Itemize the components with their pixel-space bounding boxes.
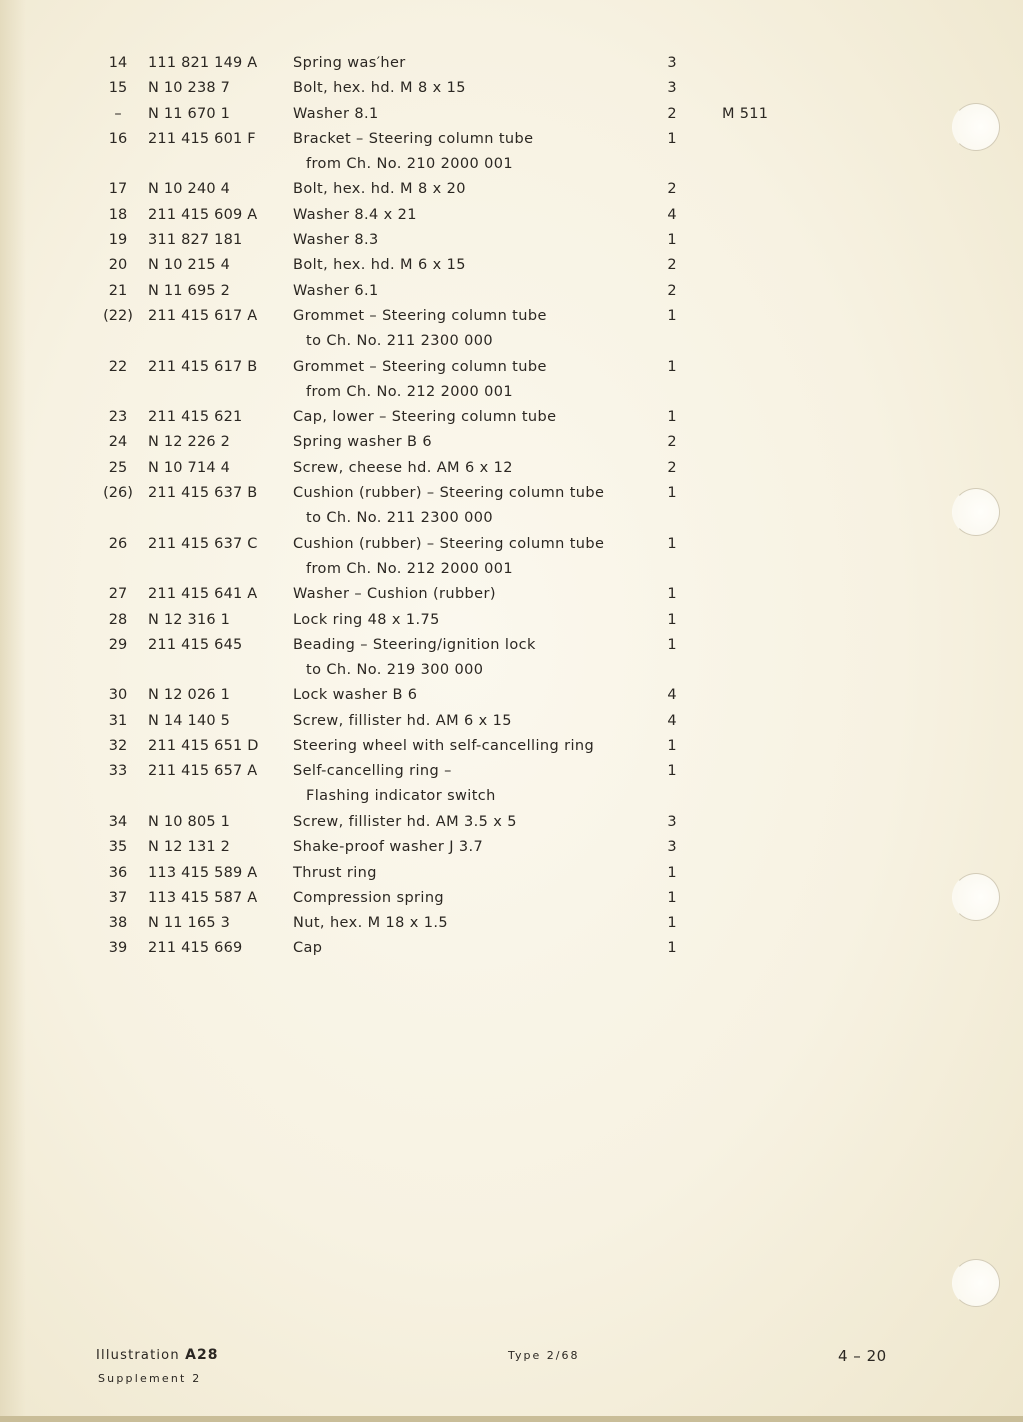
quantity: 1 <box>667 409 677 426</box>
table-row <box>0 52 1023 77</box>
table-row <box>0 356 1023 407</box>
illustration-label: Illustration <box>96 1348 180 1363</box>
quantity: 1 <box>667 130 677 147</box>
description: Steering wheel with self-cancelling ring <box>293 738 595 755</box>
table-row <box>0 710 1023 735</box>
description: Lock ring 48 x 1.75 <box>293 611 440 628</box>
description: Shake-proof washer J 3.7 <box>293 839 484 856</box>
description: Washer 8.4 x 21 <box>293 206 417 223</box>
description-note: from Ch. No. 212 2000 001 <box>306 560 514 577</box>
quantity: 2 <box>667 105 677 122</box>
quantity: 1 <box>667 358 677 375</box>
part-number: N 10 714 4 <box>148 459 231 476</box>
table-row <box>0 811 1023 836</box>
item-number: 28 <box>108 611 128 628</box>
item-number: 22 <box>108 358 128 375</box>
quantity: 1 <box>667 889 677 906</box>
description: Bolt, hex. hd. M 6 x 15 <box>293 257 466 274</box>
quantity: 3 <box>667 839 677 856</box>
item-number: 21 <box>108 282 128 299</box>
type-label: Type 2/68 <box>508 1349 580 1362</box>
table-row <box>0 684 1023 709</box>
item-number: 23 <box>108 409 128 426</box>
table-row <box>0 937 1023 962</box>
page-number: 4 – 20 <box>838 1347 887 1365</box>
illustration-ref <box>96 1347 218 1363</box>
item-number: 30 <box>108 687 128 704</box>
table-row <box>0 533 1023 584</box>
remark: M 511 <box>722 105 769 122</box>
part-number: 113 415 589 A <box>148 864 258 881</box>
part-number: N 14 140 5 <box>148 712 231 729</box>
quantity: 1 <box>667 864 677 881</box>
part-number: N 10 240 4 <box>148 181 231 198</box>
description: Washer – Cushion (rubber) <box>293 586 496 603</box>
quantity: 1 <box>667 915 677 932</box>
description: Cap, lower – Steering column tube <box>293 409 557 426</box>
description: Washer 8.1 <box>293 105 379 122</box>
item-number: 18 <box>108 206 128 223</box>
item-number: 31 <box>108 712 128 729</box>
table-row <box>0 406 1023 431</box>
part-number: N 12 226 2 <box>148 434 231 451</box>
description: Screw, fillister hd. AM 3.5 x 5 <box>293 813 517 830</box>
table-row <box>0 583 1023 608</box>
part-number: N 10 238 7 <box>148 80 231 97</box>
table-row <box>0 735 1023 760</box>
part-number: 211 415 645 <box>148 636 243 653</box>
quantity: 1 <box>667 940 677 957</box>
description-note: from Ch. No. 212 2000 001 <box>306 383 514 400</box>
item-number: 32 <box>108 738 128 755</box>
part-number: 211 415 617 B <box>148 358 258 375</box>
item-number: 35 <box>108 839 128 856</box>
quantity: 2 <box>667 257 677 274</box>
part-number: 211 415 669 <box>148 940 243 957</box>
description: Spring was′her <box>293 55 406 71</box>
table-row <box>0 457 1023 482</box>
item-number: 25 <box>108 459 128 476</box>
part-number: 211 415 609 A <box>148 206 258 223</box>
item-number: 17 <box>108 181 128 198</box>
table-row <box>0 836 1023 861</box>
item-number: 36 <box>108 864 128 881</box>
description: Spring washer B 6 <box>293 434 432 451</box>
description: Washer 8.3 <box>293 232 379 249</box>
description: Compression spring <box>293 889 445 906</box>
item-number: – <box>114 105 122 122</box>
table-row <box>0 862 1023 887</box>
illustration-code: A28 <box>185 1347 219 1363</box>
table-row <box>0 912 1023 937</box>
quantity: 3 <box>667 55 677 71</box>
table-row <box>0 204 1023 229</box>
description: Cap <box>293 940 323 957</box>
quantity: 2 <box>667 181 677 198</box>
description: Screw, cheese hd. AM 6 x 12 <box>293 459 513 476</box>
part-number: 211 415 641 A <box>148 586 258 603</box>
item-number: 34 <box>108 813 128 830</box>
part-number: N 10 215 4 <box>148 257 231 274</box>
item-number: 26 <box>108 535 128 552</box>
table-row <box>0 887 1023 912</box>
description-note: to Ch. No. 219 300 000 <box>306 661 484 678</box>
quantity: 1 <box>667 738 677 755</box>
description-note: to Ch. No. 211 2300 000 <box>306 332 494 349</box>
description: Bolt, hex. hd. M 8 x 15 <box>293 80 466 97</box>
part-number: 211 415 617 A <box>148 307 258 324</box>
item-number: 39 <box>108 940 128 957</box>
description: Cushion (rubber) – Steering column tube <box>293 535 605 552</box>
description: Grommet – Steering column tube <box>293 307 547 324</box>
description: Self-cancelling ring – <box>293 763 452 780</box>
quantity: 3 <box>667 813 677 830</box>
part-number: 211 415 637 B <box>148 485 258 502</box>
part-number: N 12 026 1 <box>148 687 231 704</box>
table-row <box>0 482 1023 533</box>
quantity: 1 <box>667 636 677 653</box>
quantity: 4 <box>667 206 677 223</box>
table-row <box>0 103 1023 128</box>
item-number: 16 <box>108 130 128 147</box>
quantity: 1 <box>667 535 677 552</box>
item-number: (26) <box>103 485 133 502</box>
quantity: 1 <box>667 586 677 603</box>
quantity: 4 <box>667 712 677 729</box>
part-number: 113 415 587 A <box>148 889 258 906</box>
item-number: (22) <box>103 307 133 324</box>
description: Nut, hex. M 18 x 1.5 <box>293 915 449 932</box>
table-row <box>0 634 1023 685</box>
description: Cushion (rubber) – Steering column tube <box>293 485 605 502</box>
part-number: 211 415 637 C <box>148 535 258 552</box>
description-note: to Ch. No. 211 2300 000 <box>306 510 494 527</box>
part-number: 311 827 181 <box>148 232 243 249</box>
item-number: 14 <box>108 55 128 71</box>
part-number: N 10 805 1 <box>148 813 231 830</box>
item-number: 27 <box>108 586 128 603</box>
description: Thrust ring <box>293 864 377 881</box>
description: Screw, fillister hd. AM 6 x 15 <box>293 712 512 729</box>
table-row <box>0 760 1023 811</box>
part-number: N 12 131 2 <box>148 839 231 856</box>
quantity: 1 <box>667 307 677 324</box>
item-number: 24 <box>108 434 128 451</box>
table-row <box>0 229 1023 254</box>
part-number: N 12 316 1 <box>148 611 231 628</box>
description: Bracket – Steering column tube <box>293 130 534 147</box>
table-row <box>0 305 1023 356</box>
quantity: 2 <box>667 434 677 451</box>
quantity: 2 <box>667 459 677 476</box>
quantity: 4 <box>667 687 677 704</box>
part-number: N 11 165 3 <box>148 915 231 932</box>
quantity: 1 <box>667 611 677 628</box>
page-bottom-edge <box>0 1416 1023 1422</box>
table-row <box>0 128 1023 179</box>
parts-list-table <box>0 52 1023 963</box>
table-row <box>0 77 1023 102</box>
part-number: N 11 695 2 <box>148 282 231 299</box>
quantity: 1 <box>667 485 677 502</box>
description: Lock washer B 6 <box>293 687 418 704</box>
quantity: 2 <box>667 282 677 299</box>
table-row <box>0 609 1023 634</box>
part-number: 211 415 651 D <box>148 738 259 755</box>
table-row <box>0 280 1023 305</box>
punch-hole-4 <box>952 1259 1000 1307</box>
part-number: 111 821 149 A <box>148 55 258 71</box>
quantity: 1 <box>667 232 677 249</box>
table-row <box>0 254 1023 279</box>
description: Beading – Steering/ignition lock <box>293 636 536 653</box>
part-number: 211 415 621 <box>148 409 243 426</box>
item-number: 19 <box>108 232 128 249</box>
table-row <box>0 178 1023 203</box>
supplement-label: Supplement 2 <box>98 1372 202 1385</box>
item-number: 29 <box>108 636 128 653</box>
item-number: 33 <box>108 763 128 780</box>
item-number: 37 <box>108 889 128 906</box>
description-note: from Ch. No. 210 2000 001 <box>306 155 514 172</box>
description: Bolt, hex. hd. M 8 x 20 <box>293 181 466 198</box>
description-note: Flashing indicator switch <box>306 788 496 805</box>
item-number: 20 <box>108 257 128 274</box>
part-number: 211 415 657 A <box>148 763 258 780</box>
part-number: 211 415 601 F <box>148 130 256 147</box>
description: Grommet – Steering column tube <box>293 358 547 375</box>
item-number: 38 <box>108 915 128 932</box>
table-row <box>0 431 1023 456</box>
part-number: N 11 670 1 <box>148 105 231 122</box>
item-number: 15 <box>108 80 128 97</box>
quantity: 1 <box>667 763 677 780</box>
description: Washer 6.1 <box>293 282 379 299</box>
quantity: 3 <box>667 80 677 97</box>
